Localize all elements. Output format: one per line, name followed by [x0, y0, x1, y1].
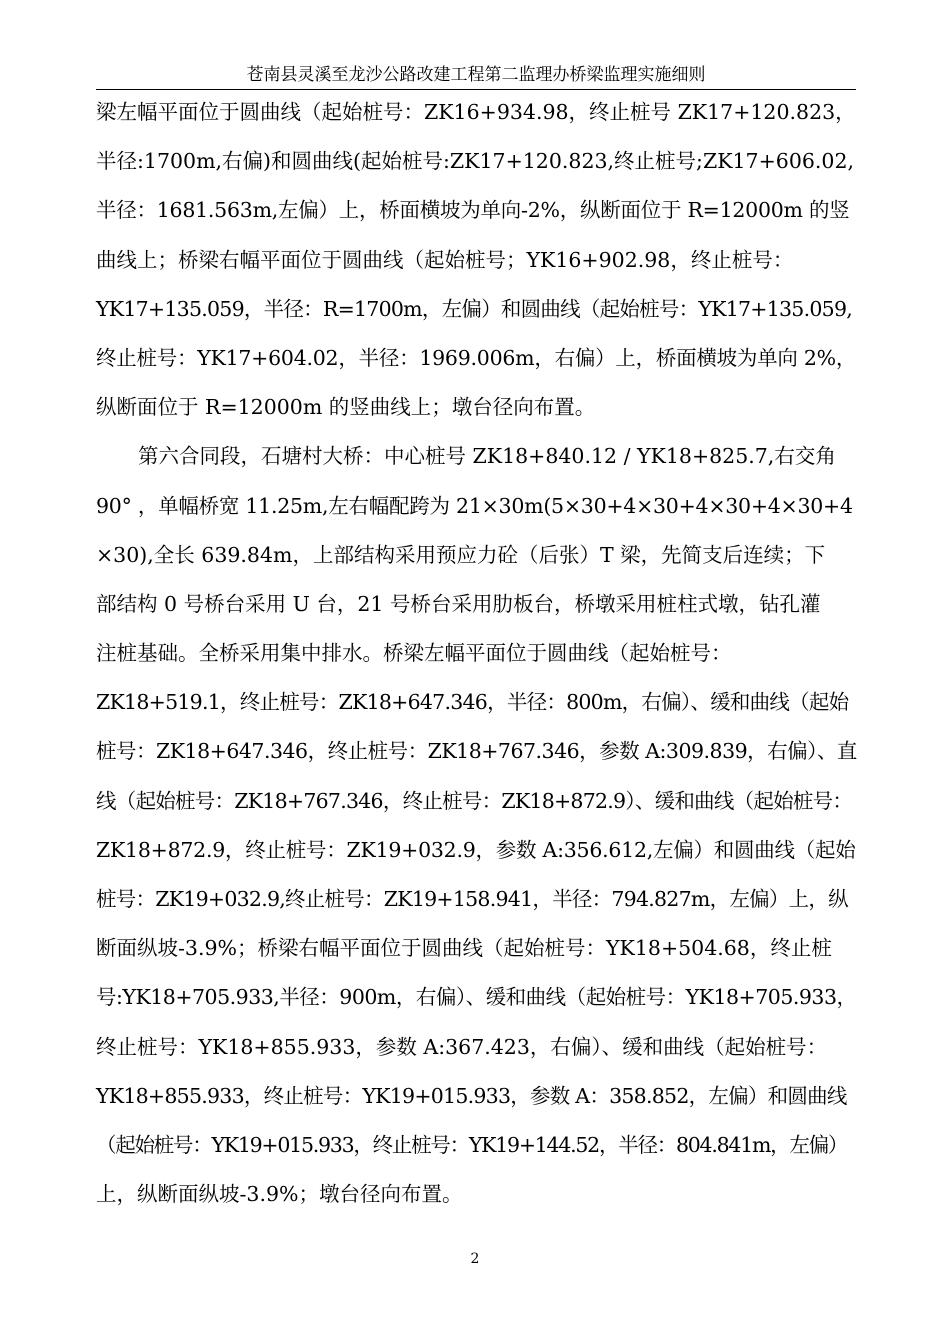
text-line: 90° ，单幅桥宽 11.25m,左右幅配跨为 21×30m(5×30+4×30+4×30+4×30+4	[96, 493, 853, 518]
text-line: 断面纵坡-3.9%；桥梁右幅平面位于圆曲线（起始桩号：YK18+504.68，终止桩	[96, 936, 832, 961]
text-line: YK18+855.933，终止桩号：YK19+015.933，参数 A：358.852，左偏）和圆曲线	[96, 1083, 847, 1108]
text-line: YK17+135.059，半径：R=1700m，左偏）和圆曲线（起始桩号：YK17+135.059,	[96, 296, 853, 321]
text-line: 半径:1700m,右偏)和圆曲线(起始桩号:ZK17+120.823,终止桩号;ZK17+606.02,	[96, 149, 855, 174]
text-line: 桩号：ZK18+647.346，终止桩号：ZK18+767.346，参数 A:309.839，右偏）、直	[96, 739, 857, 764]
text-line: 终止桩号：YK17+604.02，半径：1969.006m，右偏）上，桥面横坡为单向 2%，	[96, 345, 857, 370]
text-line: ZK18+872.9，终止桩号：ZK19+032.9，参数 A:356.612,左偏）和圆曲线（起始	[96, 837, 856, 862]
text-line: 梁左幅平面位于圆曲线（起始桩号：ZK16+934.98，终止桩号 ZK17+120.823，	[96, 100, 856, 124]
text-line: 半径：1681.563m,左偏）上，桥面横坡为单向-2%，纵断面位于 R=12000m 的竖	[96, 198, 850, 223]
text-line: 终止桩号：YK18+855.933，参数 A:367.423，右偏）、缓和曲线（起始桩号：	[96, 1034, 828, 1059]
body-text	[96, 88, 858, 1219]
text-line: ZK18+519.1，终止桩号：ZK18+647.346，半径：800m，右偏）、缓和曲线（起始	[96, 690, 849, 715]
paragraph-start-line: 第六合同段，石塘村大桥：中心桩号 ZK18+840.12 / YK18+825.7,右交角	[138, 444, 836, 469]
text-line: 注桩基础。全桥采用集中排水。桥梁左幅平面位于圆曲线（起始桩号：	[96, 641, 732, 666]
text-line: （起始桩号：YK19+015.933，终止桩号：YK19+144.52，半径：804.841m，左偏）	[96, 1132, 848, 1157]
text-line: 桩号：ZK19+032.9,终止桩号：ZK19+158.941，半径：794.827m，左偏）上，纵	[96, 887, 848, 911]
text-line: 上，纵断面纵坡-3.9%；墩台径向布置。	[96, 1182, 463, 1207]
text-line: 线（起始桩号：ZK18+767.346，终止桩号：ZK18+872.9）、缓和曲线（起始桩号：	[96, 788, 853, 813]
text-line: 部结构 0 号桥台采用 U 台，21 号桥台采用肋板台，桥墩采用桩柱式墩，钻孔灌	[96, 591, 821, 616]
text-line: ×30),全长 639.84m，上部结构采用预应力砼（后张）T 梁，先简支后连续；下	[96, 542, 826, 567]
text-line: 纵断面位于 R=12000m 的竖曲线上；墩台径向布置。	[96, 395, 596, 420]
running-header: 苍南县灵溪至龙沙公路改建工程第二监理办桥梁监理实施细则	[246, 65, 706, 85]
text-line: 曲线上；桥梁右幅平面位于圆曲线（起始桩号；YK16+902.98，终止桩号：	[96, 247, 794, 272]
page-number: 2	[470, 1251, 480, 1267]
text-line: 号:YK18+705.933,半径：900m，右偏）、缓和曲线（起始桩号：YK18+705.933，	[96, 985, 857, 1010]
